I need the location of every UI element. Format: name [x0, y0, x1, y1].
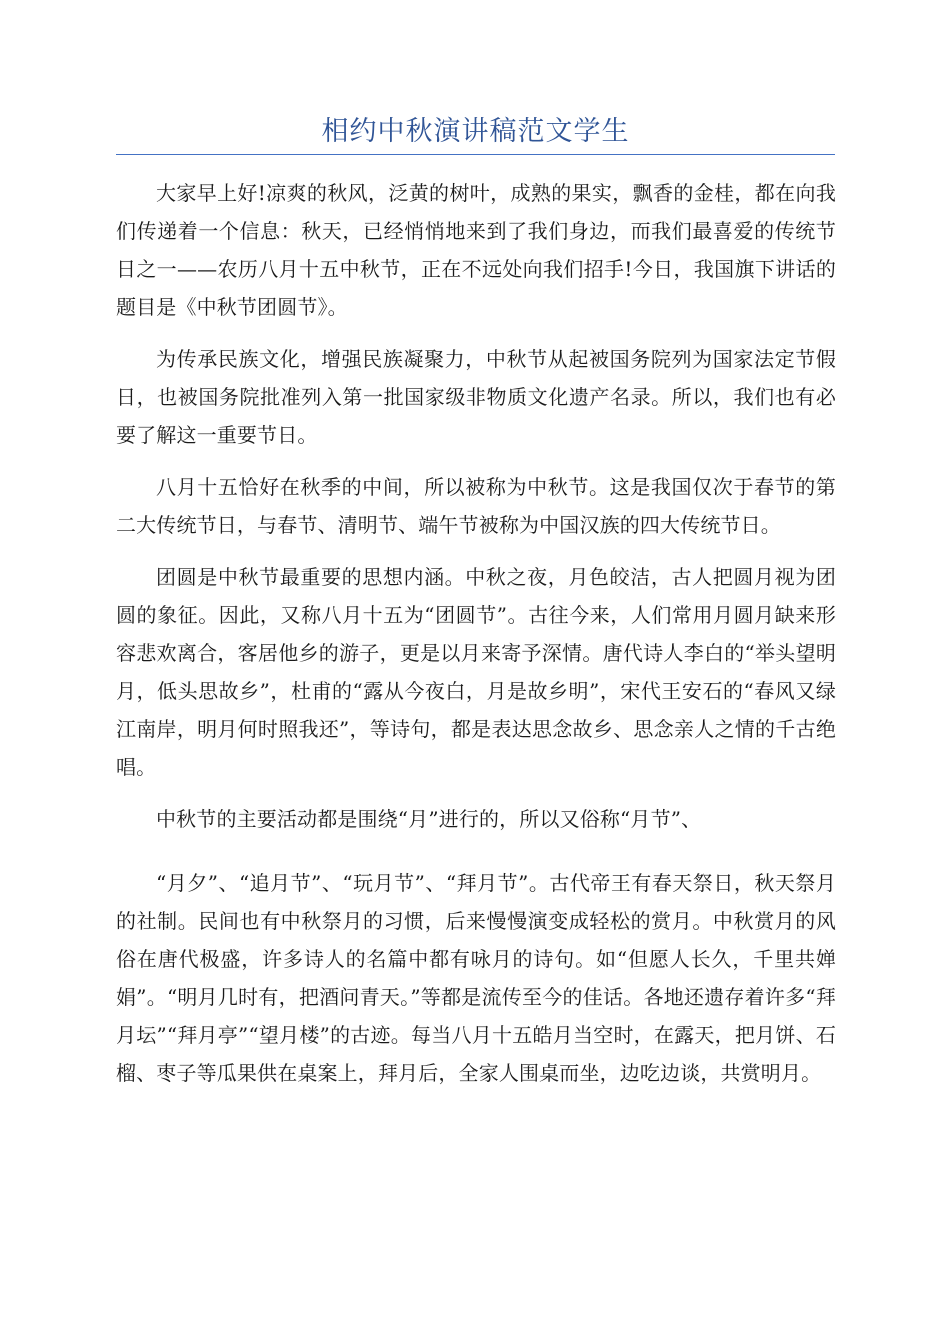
paragraph-moon-festival-names: “月夕”、“追月节”、“玩月节”、“拜月节”。古代帝王有春天祭日，秋天祭月的社制。民间也有中秋祭月的习惯，后来慢慢演变成轻松的赏月。中秋赏月的风俗在唐代极盛，许多诗人的名篇中都有咏月的诗句。如“但愿人长久，千里共婵娟”。“明月几时有，把酒问青天。”等都是流传至今的佳话。各地还遗存着许多“拜月坛”“拜月亭”“望月楼”的古迹。每当八月十五皓月当空时，在露天，把月饼、石榴、枣子等瓜果供在桌案上，拜月后，全家人围桌而坐，边吃边谈，共赏明月。	[116, 871, 836, 1085]
paragraph-heritage: 为传承民族文化，增强民族凝聚力，中秋节从起被国务院列为国家法定节假日，也被国务院批准列入第一批国家级非物质文化遗产名录。所以，我们也有必要了解这一重要节日。	[116, 347, 836, 447]
paragraph-moon-activities: 中秋节的主要活动都是围绕“月”进行的，所以又俗称“月节”、	[156, 807, 702, 831]
paragraph-reunion: 团圆是中秋节最重要的思想内涵。中秋之夜，月色皎洁，古人把圆月视为团圆的象征。因此，又称八月十五为“团圆节”。古往今来，人们常用月圆月缺来形容悲欢离合，客居他乡的游子，更是以月来寄予深情。唐代诗人李白的“举头望明月，低头思故乡”，杜甫的“露从今夜白，月是故乡明”，宋代王安石的“春风又绿江南岸，明月何时照我还”，等诗句，都是表达思念故乡、思念亲人之情的千古绝唱。	[116, 565, 836, 779]
paragraph-name-origin: 八月十五恰好在秋季的中间，所以被称为中秋节。这是我国仅次于春节的第二大传统节日，与春节、清明节、端午节被称为中国汉族的四大传统节日。	[116, 475, 836, 537]
paragraph-greeting: 大家早上好!凉爽的秋风，泛黄的树叶，成熟的果实，飘香的金桂，都在向我们传递着一个信息：秋天，已经悄悄地来到了我们身边，而我们最喜爱的传统节日之一——农历八月十五中秋节，正在不远处向我们招手!今日，我国旗下讲话的题目是《中秋节团圆节》。	[116, 181, 836, 319]
title-underline	[116, 154, 835, 155]
document-body	[116, 174, 836, 1106]
document-title: 相约中秋演讲稿范文学生	[321, 116, 630, 147]
